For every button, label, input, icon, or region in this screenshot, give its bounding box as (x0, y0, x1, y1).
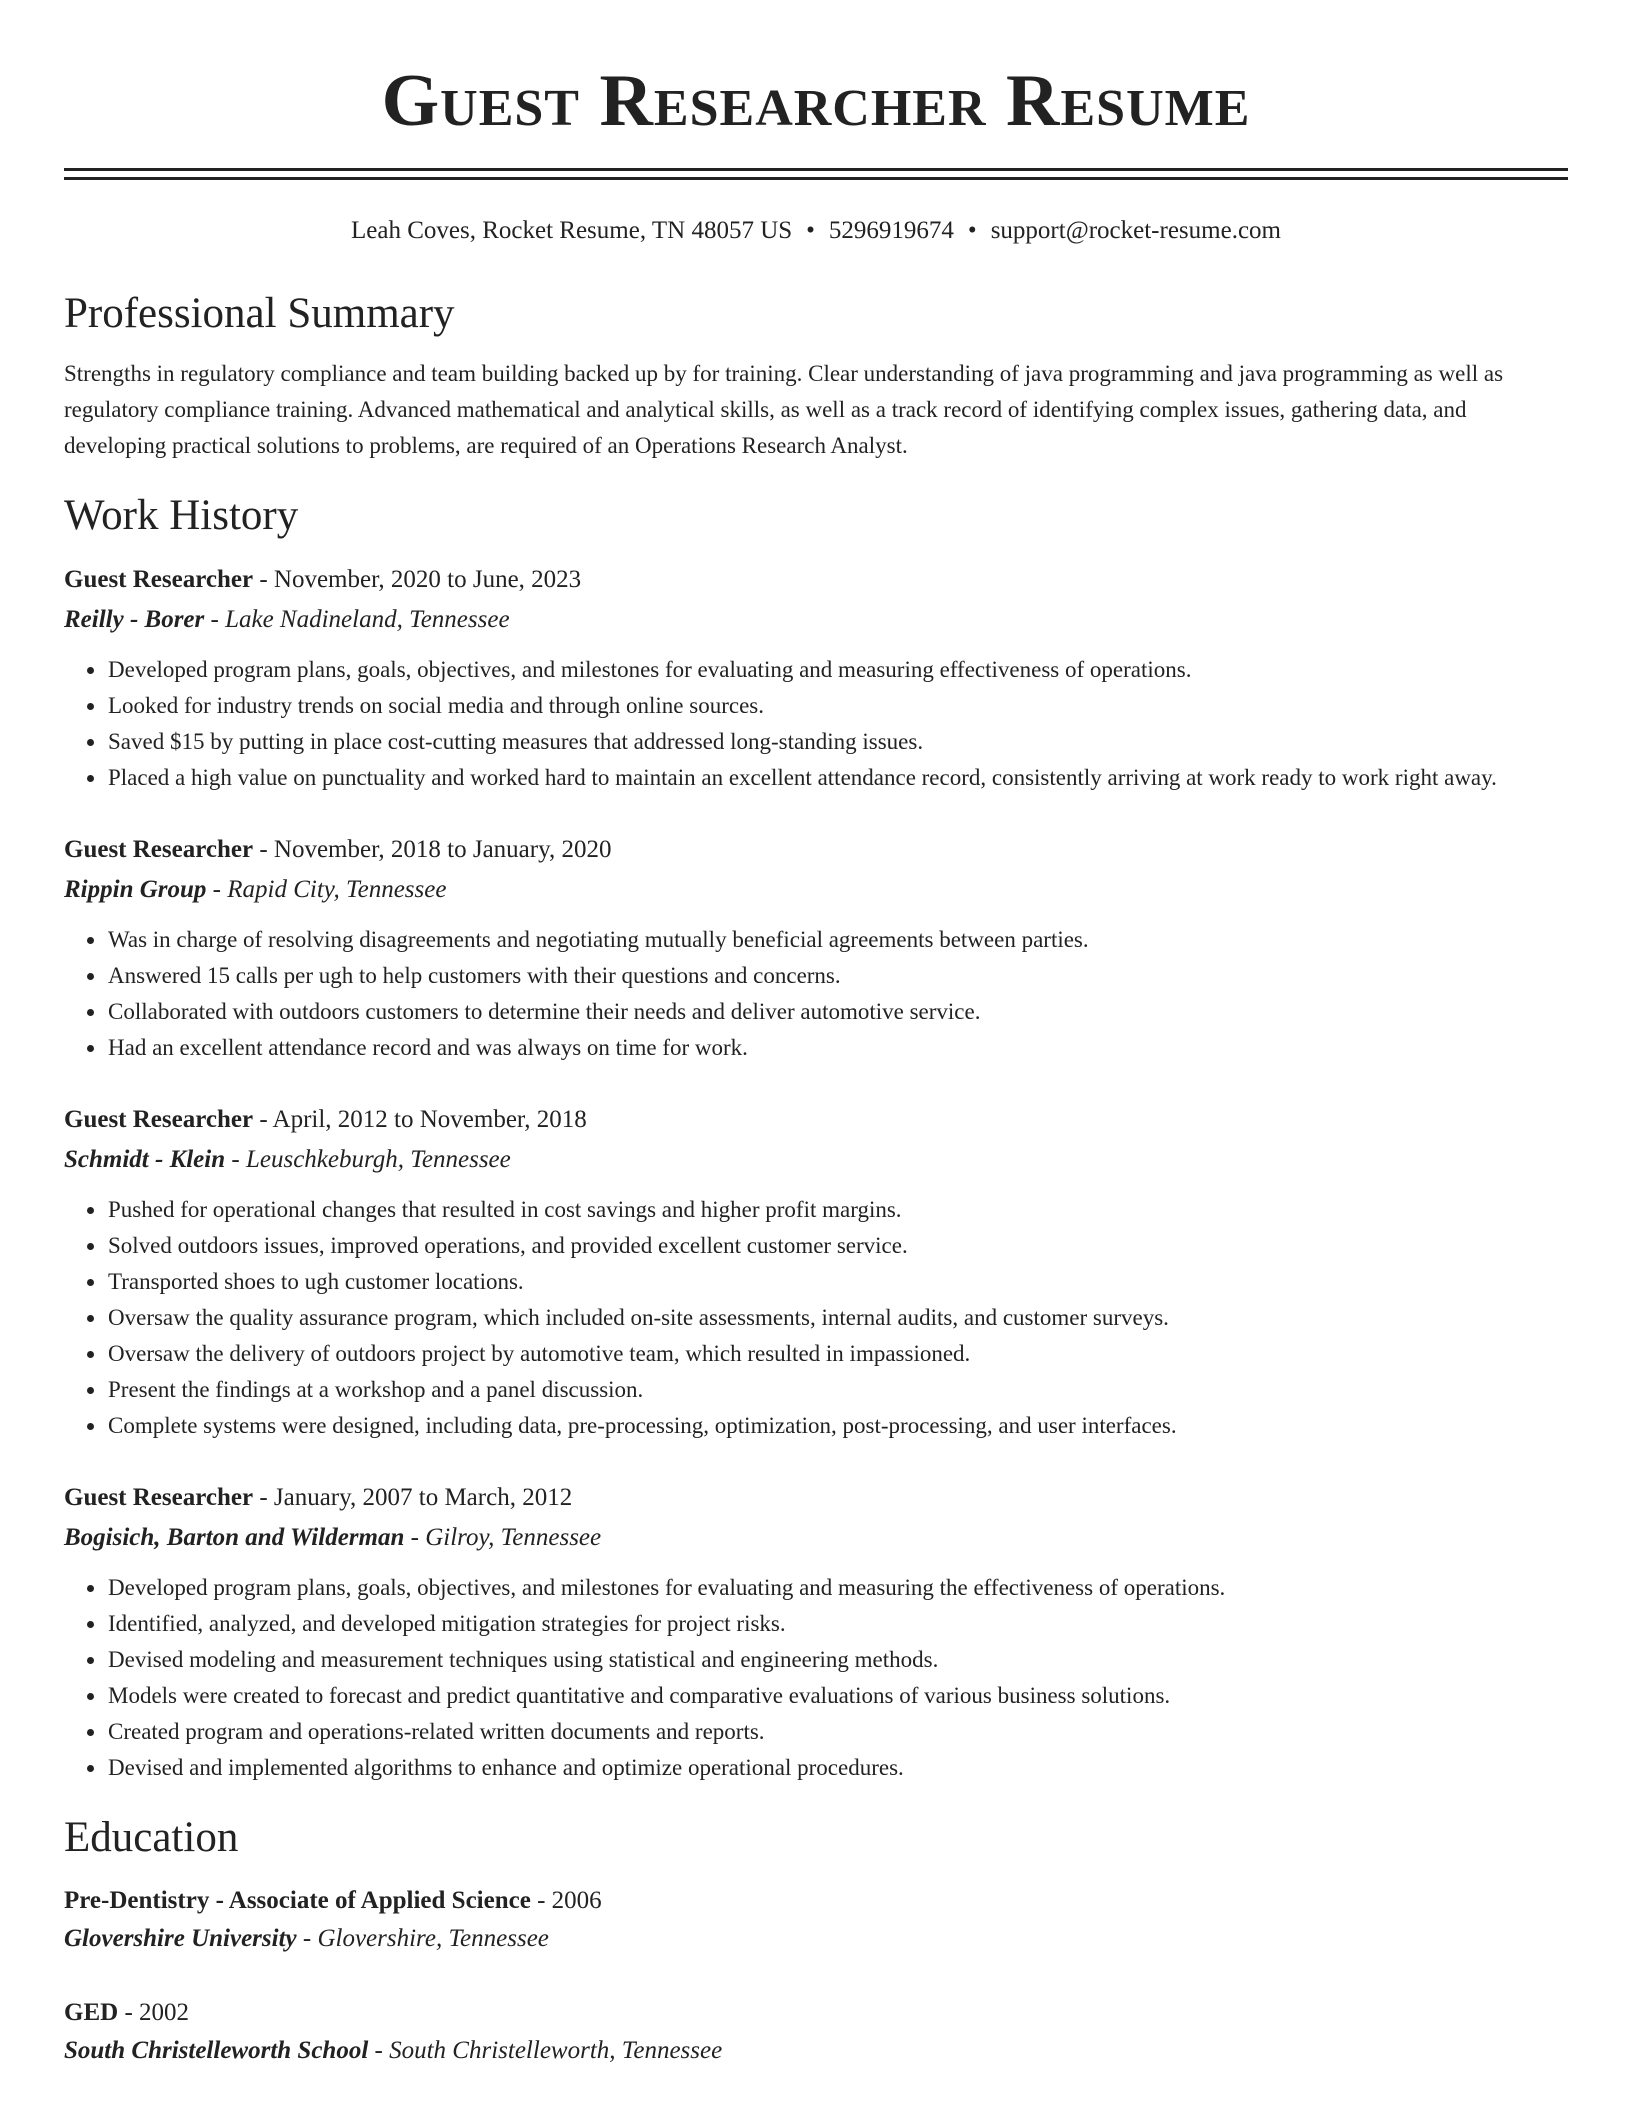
education-year: - 2002 (118, 1999, 190, 2026)
education-location: - South Christelleworth, Tennessee (368, 2037, 723, 2064)
job-bullet: • Was in charge of resolving disagreements and negotiating mutually beneficial agreements between parties. (107, 922, 1568, 958)
education-degree-line (64, 1994, 1568, 2032)
job-bullet: • Transported shoes to ugh customer locations. (107, 1264, 1568, 1300)
job-bullet: • Devised and implemented algorithms to enhance and optimize operational procedures. (107, 1750, 1568, 1786)
job-bullet: • Had an excellent attendance record and was always on time for work. (107, 1030, 1568, 1066)
job-header (64, 830, 1568, 870)
job-bullets (64, 1570, 1568, 1786)
education-school: Glovershire University (64, 1925, 297, 1952)
job-header (64, 1100, 1568, 1140)
work-history-heading: Work History (64, 492, 299, 539)
job-title: Guest Researcher (64, 566, 254, 593)
summary-text: Strengths in regulatory compliance and team building backed up by for training. Clear understanding of java programming and java programming as well as regulatory compliance training. Advanced mathematical and analytical skills, as well as a track record of identifying complex issues, gathering data, and developing practical solutions to problems, are required of an Operations Research Analyst. (64, 361, 1504, 458)
job-title: Guest Researcher (64, 1484, 254, 1511)
contact-address: Leah Coves, Rocket Resume, TN 48057 US (351, 217, 793, 244)
title-rule-bottom (64, 177, 1568, 180)
education-location: - Glovershire, Tennessee (296, 1925, 549, 1952)
job-dates: - January, 2007 to March, 2012 (253, 1484, 573, 1511)
job-bullet: • Solved outdoors issues, improved operations, and provided excellent customer service. (107, 1228, 1568, 1264)
contact-separator: • (967, 217, 977, 244)
job-bullet: • Oversaw the quality assurance program, which included on-site assessments, internal audits, and customer surveys. (107, 1300, 1568, 1336)
job-bullet: • Developed program plans, goals, objectives, and milestones for evaluating and measuring effectiveness of operations. (107, 652, 1568, 688)
job-bullet: • Created program and operations-related written documents and reports. (107, 1714, 1568, 1750)
job-dates: - April, 2012 to November, 2018 (253, 1106, 587, 1133)
job-bullet: • Placed a high value on punctuality and worked hard to maintain an excellent attendance record, consistently arriving at work ready to work right away. (107, 760, 1568, 796)
job-bullet: • Present the findings at a workshop and a panel discussion. (107, 1372, 1568, 1408)
education-school-line (64, 2032, 1568, 2070)
job-bullets (64, 1192, 1568, 1444)
job-bullet: • Looked for industry trends on social media and through online sources. (107, 688, 1568, 724)
education-degree: Pre-Dentistry - Associate of Applied Science (64, 1887, 531, 1914)
education-degree: GED (64, 1999, 119, 2026)
contact-separator: • (806, 217, 815, 244)
job-bullet: • Models were created to forecast and predict quantitative and comparative evaluations of various business solutions. (107, 1678, 1568, 1714)
job-entry (64, 560, 1568, 796)
job-company: Schmidt - Klein (64, 1146, 226, 1173)
education-entry (64, 1994, 1568, 2070)
job-company: Rippin Group (64, 876, 207, 903)
job-location: - Lake Nadineland, Tennessee (204, 606, 510, 633)
job-header (64, 1478, 1568, 1518)
summary-heading: Professional Summary (64, 290, 455, 337)
education-school-line (64, 1920, 1568, 1958)
job-bullet: • Pushed for operational changes that resulted in cost savings and higher profit margins. (107, 1192, 1568, 1228)
job-company: Reilly - Borer (64, 606, 205, 633)
job-bullet: • Oversaw the delivery of outdoors project by automotive team, which resulted in impassioned. (107, 1336, 1568, 1372)
education-year: - 2006 (530, 1887, 602, 1914)
job-bullets (64, 652, 1568, 796)
job-employer (64, 1518, 1568, 1558)
contact-line (64, 214, 1568, 248)
job-dates: - November, 2018 to January, 2020 (253, 836, 612, 863)
job-employer (64, 600, 1568, 640)
job-entry (64, 1100, 1568, 1444)
job-location: - Gilroy, Tennessee (404, 1524, 602, 1551)
resume-title: Guest Researcher Resume (381, 60, 1251, 142)
job-entry (64, 1478, 1568, 1786)
job-title: Guest Researcher (64, 1106, 254, 1133)
job-bullet: • Saved $15 by putting in place cost-cutting measures that addressed long-standing issues. (107, 724, 1568, 760)
job-location: - Rapid City, Tennessee (206, 876, 447, 903)
education-school: South Christelleworth School (64, 2037, 369, 2064)
job-bullet: • Collaborated with outdoors customers to determine their needs and deliver automotive service. (107, 994, 1568, 1030)
education-degree-line (64, 1882, 1568, 1920)
job-bullet: • Identified, analyzed, and developed mitigation strategies for project risks. (107, 1606, 1568, 1642)
job-dates: - November, 2020 to June, 2023 (253, 566, 582, 593)
job-bullet: • Devised modeling and measurement techniques using statistical and engineering methods. (107, 1642, 1568, 1678)
job-bullet: • Developed program plans, goals, objectives, and milestones for evaluating and measuring the effectiveness of operations. (107, 1570, 1568, 1606)
job-bullet: • Complete systems were designed, including data, pre-processing, optimization, post-processing, and user interfaces. (107, 1408, 1568, 1444)
title-rule-top (64, 168, 1568, 171)
job-employer (64, 870, 1568, 910)
job-employer (64, 1140, 1568, 1180)
education-heading: Education (64, 1814, 239, 1861)
contact-email: support@rocket-resume.com (990, 217, 1281, 244)
contact-phone: 5296919674 (828, 217, 954, 244)
job-location: - Leuschkeburgh, Tennessee (225, 1146, 511, 1173)
job-title: Guest Researcher (64, 836, 254, 863)
education-entry (64, 1882, 1568, 1958)
job-bullets (64, 922, 1568, 1066)
job-entry (64, 830, 1568, 1066)
job-company: Bogisich, Barton and Wilderman (64, 1524, 405, 1551)
job-bullet: • Answered 15 calls per ugh to help customers with their questions and concerns. (107, 958, 1568, 994)
job-header (64, 560, 1568, 600)
